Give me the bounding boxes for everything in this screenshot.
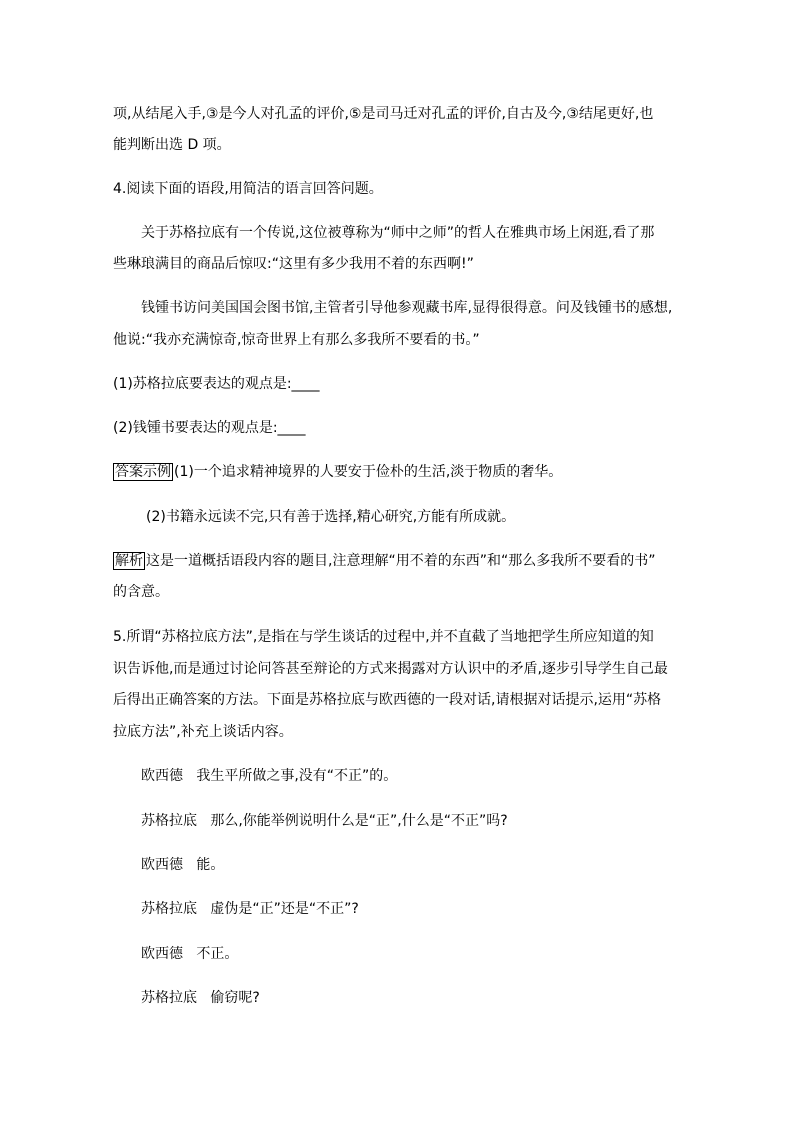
dialogue-line: 欧西德 不正。 <box>141 946 239 962</box>
analysis-label: 解析 <box>115 553 143 569</box>
q4-passage-1-line-1: 关于苏格拉底有一个传说,这位被尊称为“师中之师”的哲人在雅典市场上闲逛,看了那 <box>141 225 655 241</box>
q4-analysis-text: 这是一道概括语段内容的题目,注意理解“用不着的东西”和“那么多我所不要看的书” <box>146 553 656 569</box>
q4-analysis-line-1 <box>113 551 655 571</box>
q4-analysis-line-2: 的含意。 <box>113 584 169 600</box>
q4-answer-line-1 <box>113 462 562 482</box>
question-4-stem: 4.阅读下面的语段,用简洁的语言回答问题。 <box>113 181 383 197</box>
q4-passage-1-line-2: 些琳琅满目的商品后惊叹:“这里有多少我用不着的东西啊!” <box>113 256 474 272</box>
dialogue-line: 欧西德 能。 <box>141 857 225 873</box>
dialogue-line: 苏格拉底 偷窃呢? <box>141 990 260 1006</box>
q4-passage-2-line-2: 他说:“我亦充满惊奇,惊奇世界上有那么多我所不要看的书。” <box>113 332 480 348</box>
intro-line-2: 能判断出选 D 项。 <box>113 137 231 153</box>
q4-subquestion-1: (1)苏格拉底要表达的观点是:____ <box>113 376 320 392</box>
q4-subquestion-2: (2)钱锺书要表达的观点是:____ <box>113 420 306 436</box>
dialogue-line: 苏格拉底 那么,你能举例说明什么是“正”,什么是“不正”吗? <box>141 813 508 829</box>
question-5-stem-line-1: 5.所谓“苏格拉底方法”,是指在与学生谈话的过程中,并不直截了当地把学生所应知道的知 <box>113 629 654 645</box>
q4-answer-2: (2)书籍永远读不完,只有善于选择,精心研究,方能有所成就。 <box>146 509 516 525</box>
dialogue-line: 苏格拉底 虚伪是“正”还是“不正”? <box>141 901 359 917</box>
answer-example-label: 答案示例 <box>115 464 171 480</box>
dialogue-line: 欧西德 我生平所做之事,没有“不正”的。 <box>141 768 398 784</box>
q4-answer-1: (1)一个追求精神境界的人要安于俭朴的生活,淡于物质的奢华。 <box>174 464 563 480</box>
question-5-stem-line-2: 识告诉他,而是通过讨论问答甚至辩论的方式来揭露对方认识中的矛盾,逐步引导学生自己最 <box>113 661 668 677</box>
question-5-stem-line-3: 后得出正确答案的方法。下面是苏格拉底与欧西德的一段对话,请根据对话提示,运用“苏格 <box>113 692 662 708</box>
q4-passage-2-line-1: 钱锺书访问美国国会图书馆,主管者引导他参观藏书库,显得很得意。问及钱锺书的感想, <box>141 300 673 316</box>
intro-line-1: 项,从结尾入手,③是今人对孔孟的评价,⑤是司马迁对孔孟的评价,自古及今,③结尾更好,也 <box>113 106 654 122</box>
question-5-stem-line-4: 拉底方法”,补充上谈话内容。 <box>113 724 293 740</box>
